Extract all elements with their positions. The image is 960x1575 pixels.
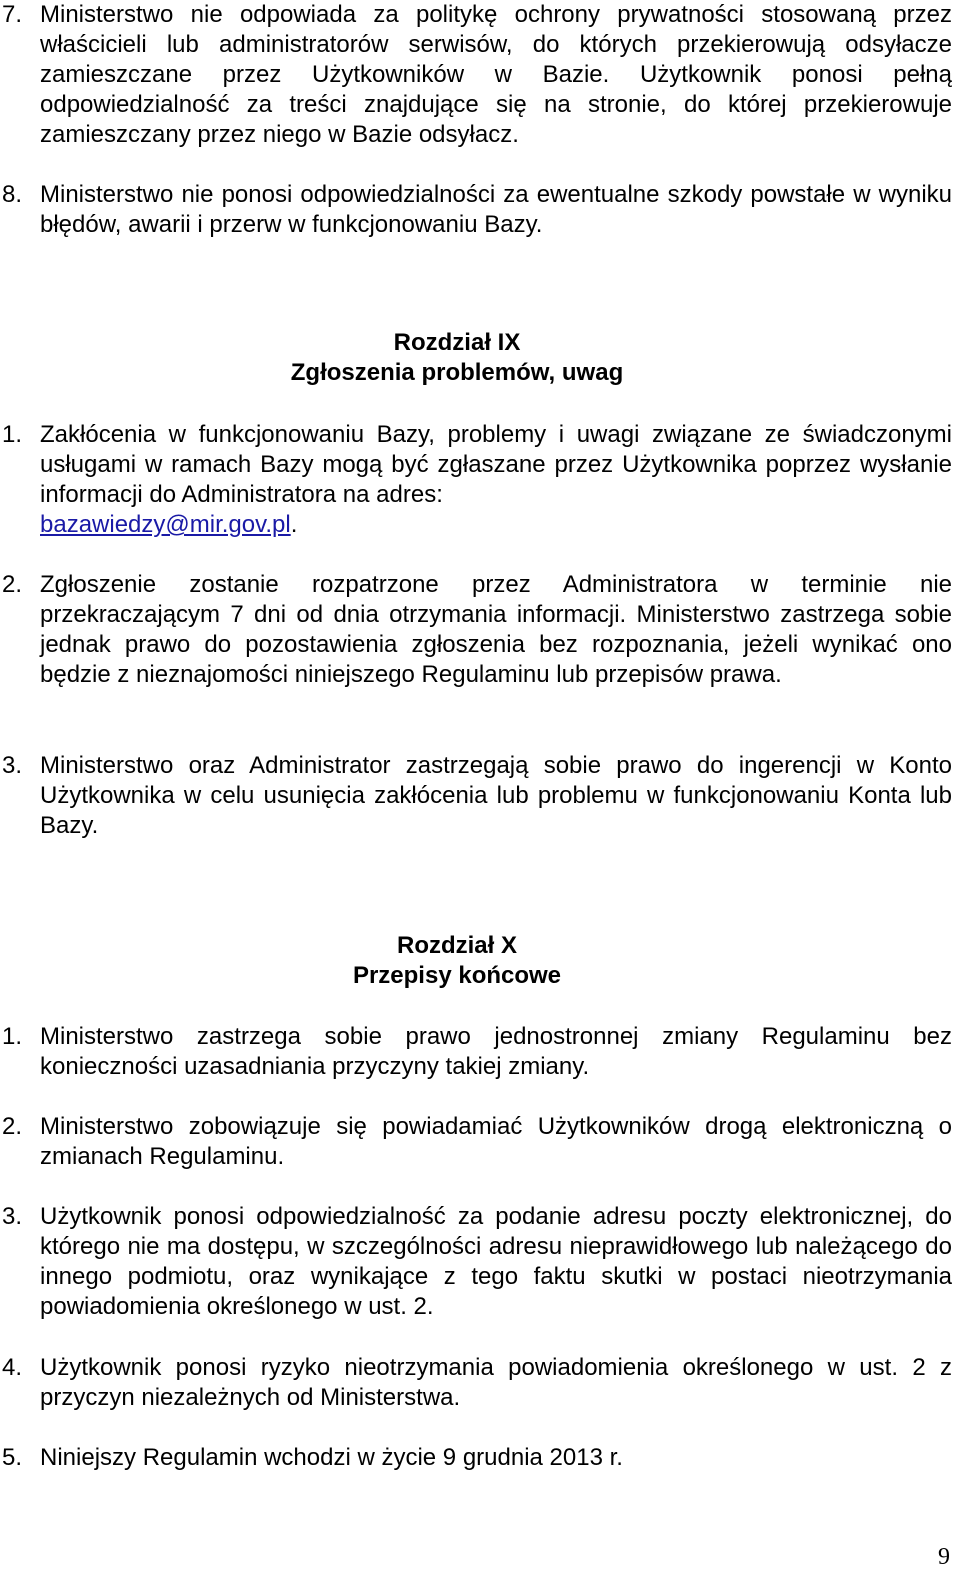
chapter-subtitle: Zgłoszenia problemów, uwag bbox=[290, 359, 624, 386]
chapter-title: Rozdział IX bbox=[393, 329, 521, 356]
list-item bbox=[0, 420, 952, 540]
list-item bbox=[0, 1022, 952, 1082]
list-item bbox=[0, 751, 952, 841]
list-item bbox=[0, 1443, 952, 1473]
page-number: 9 bbox=[938, 1544, 950, 1570]
item-number: 1. bbox=[2, 421, 23, 448]
item-number: 2. bbox=[2, 571, 23, 598]
item-text: Ministerstwo oraz Administrator zastrzegają sobie prawo do ingerencji w Konto Użytkownika w celu usunięcia zakłócenia lub problemu w funkcjonowaniu Konta lub Bazy. bbox=[40, 752, 952, 839]
item-number: 7. bbox=[2, 1, 23, 28]
list-item bbox=[0, 570, 952, 690]
chapter-title: Rozdział X bbox=[396, 932, 517, 959]
item-text: Ministerstwo nie ponosi odpowiedzialności za ewentualne szkody powstałe w wyniku błędów, awarii i przerw w funkcjonowaniu Bazy. bbox=[40, 181, 952, 238]
list-item bbox=[0, 1112, 952, 1172]
list-item bbox=[0, 1202, 952, 1322]
item-number: 4. bbox=[2, 1354, 23, 1381]
item-text-body: Zakłócenia w funkcjonowaniu Bazy, problemy i uwagi związane ze świadczonymi usługami w ramach Bazy mogą być zgłaszane przez Użytkownika poprzez wysłanie informacji do Administratora na adres: bbox=[40, 421, 952, 508]
item-text: Ministerstwo nie odpowiada za politykę ochrony prywatności stosowaną przez właścicieli lub administratorów serwisów, do których przekierowują odsyłacze zamieszczane przez Użytkowników w Bazie. Użytkownik ponosi pełną odpowiedzialność za treści znajdujące się na stronie, do której przekierowuje zamieszczany przez niego w Bazie odsyłacz. bbox=[40, 1, 952, 148]
list-item bbox=[0, 180, 952, 240]
item-number: 8. bbox=[2, 181, 23, 208]
item-text bbox=[40, 420, 952, 540]
list-item bbox=[0, 1353, 952, 1413]
item-text: Użytkownik ponosi ryzyko nieotrzymania powiadomienia określonego w ust. 2 z przyczyn niezależnych od Ministerstwa. bbox=[40, 1354, 952, 1411]
item-text: Zgłoszenie zostanie rozpatrzone przez Administratora w terminie nie przekraczającym 7 dni od dnia otrzymania informacji. Ministerstwo zastrzega sobie jednak prawo do pozostawienia zgłoszenia bez rozpoznania, jeżeli wynikać ono będzie z nieznajomości niniejszego Regulaminu lub przepisów prawa. bbox=[40, 571, 952, 688]
item-text: Ministerstwo zobowiązuje się powiadamiać Użytkowników drogą elektroniczną o zmianach Regulaminu. bbox=[40, 1113, 952, 1170]
list-item bbox=[0, 0, 952, 150]
chapter-subtitle: Przepisy końcowe bbox=[352, 962, 562, 989]
item-number: 3. bbox=[2, 752, 23, 779]
item-number: 5. bbox=[2, 1444, 23, 1471]
item-number: 3. bbox=[2, 1203, 23, 1230]
item-text-tail: . bbox=[290, 511, 298, 538]
item-text: Niniejszy Regulamin wchodzi w życie 9 grudnia 2013 r. bbox=[40, 1444, 623, 1471]
item-number: 1. bbox=[2, 1023, 23, 1050]
item-number: 2. bbox=[2, 1113, 23, 1140]
item-text: Użytkownik ponosi odpowiedzialność za podanie adresu poczty elektronicznej, do którego nie ma dostępu, w szczególności adresu nieprawidłowego lub należącego do innego podmiotu, oraz wynikające z tego faktu skutki w postaci nieotrzymania powiadomienia określonego w ust. 2. bbox=[40, 1203, 952, 1320]
email-link[interactable]: bazawiedzy@mir.gov.pl bbox=[40, 511, 291, 538]
item-text: Ministerstwo zastrzega sobie prawo jednostronnej zmiany Regulaminu bez konieczności uzasadniania przyczyny takiej zmiany. bbox=[40, 1023, 952, 1080]
